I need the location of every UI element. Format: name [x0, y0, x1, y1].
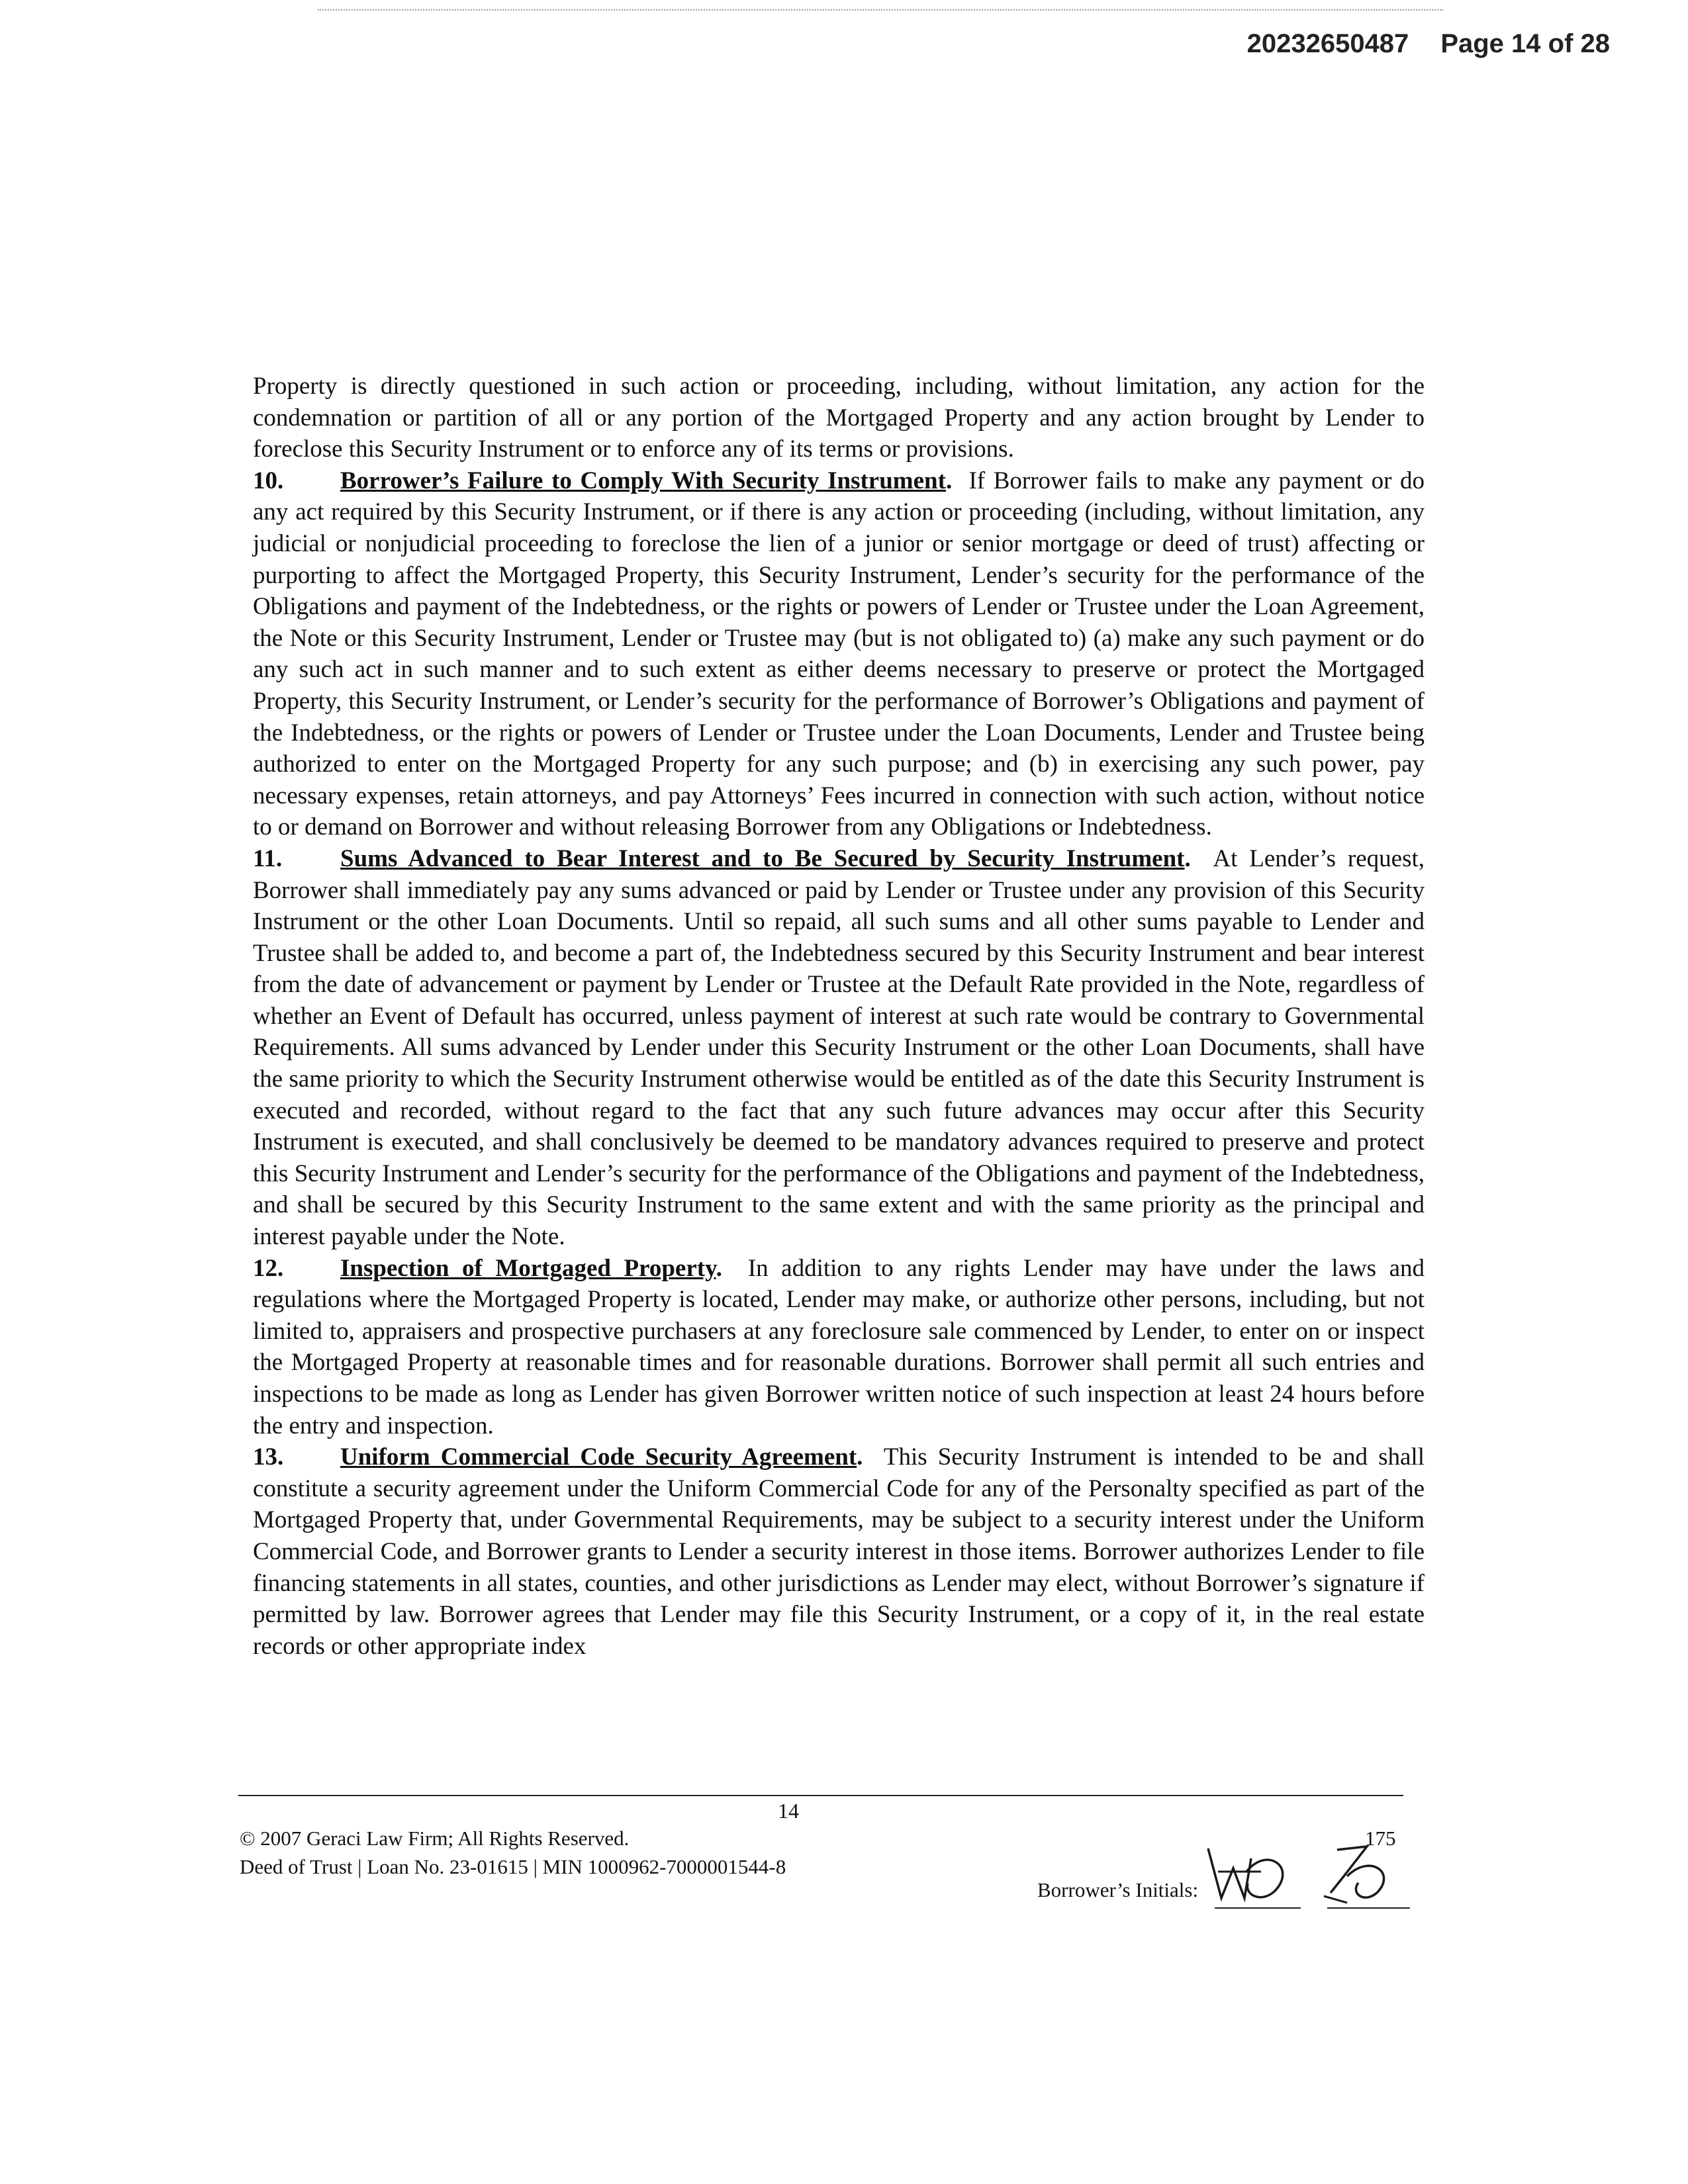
recording-header: [1247, 29, 1610, 59]
section-text: In addition to any rights Lender may have under the laws and regulations where the Mortgaged Property is located, Lender may make, or authorize other persons, including, but not limited to, appraisers and prospective purchasers at any foreclosure sale commenced by Lender, to enter on or inspect the Mortgaged Property at reasonable times and for reasonable durations. Borrower shall permit all such entries and inspections to be made as long as Lender has given Borrower written notice of such inspection at least 24 hours before the entry and inspection.: [253, 1254, 1425, 1439]
section-10: 10. Borrower’s Failure to Comply With Security Instrument. If Borrower fails to make any payment or do any act required by this Security Instrument, or if there is any action or proceeding (including, without limitation, any judicial or nonjudicial proceeding to foreclose the lien of a junior or senior mortgage or deed of trust) affecting or purporting to affect the Mortgaged Property, this Security Instrument, Lender’s security for the performance of the Obligations and payment of the Indebtedness, or the rights or powers of Lender or Trustee under the Loan Agreement, the Note or this Security Instrument, Lender or Trustee may (but is not obligated to) (a) make any such payment or do any such act in such manner and to such extent as either deems necessary to preserve or protect the Mortgaged Property, this Security Instrument, or Lender’s security for the performance of Borrower’s Obligations and payment of the Indebtedness, or the rights or powers of Lender or Trustee under the Loan Documents, Lender and Trustee being authorized to enter on the Mortgaged Property for any such purpose; and (b) in exercising any such power, pay necessary expenses, retain attorneys, and pay Attorneys’ Fees incurred in connection with such action, without notice to or demand on Borrower and without releasing Borrower from any Obligations or Indebtedness.: [253, 465, 1425, 843]
initials-line: [1215, 1907, 1301, 1909]
section-number: 11.: [253, 844, 283, 872]
initials-label: Borrower’s Initials:: [1037, 1878, 1199, 1901]
section-title: Borrower’s Failure to Comply With Security Instrument: [340, 467, 946, 494]
loan-reference: Deed of Trust | Loan No. 23-01615 | MIN 1000962-7000001544-8: [240, 1855, 786, 1878]
footer-divider: [238, 1795, 1403, 1796]
copyright-notice: © 2007 Geraci Law Firm; All Rights Reserved.: [240, 1827, 630, 1850]
recording-number: 20232650487: [1246, 29, 1409, 58]
document-body: [253, 371, 1425, 1662]
section-number: 13.: [253, 1443, 284, 1471]
page-of-label: Page 14 of 28: [1440, 29, 1610, 58]
borrower-initials-mark-2: [1317, 1830, 1410, 1909]
section-12: 12. Inspection of Mortgaged Property. In addition to any rights Lender may have under the laws and regulations where the Mortgaged Property is located, Lender may make, or authorize other persons, including, but not limited to, appraisers and prospective purchasers at any foreclosure sale commenced by Lender, to enter on or inspect the Mortgaged Property at reasonable times and for reasonable durations. Borrower shall permit all such entries and inspections to be made as long as Lender has given Borrower written notice of such inspection at least 24 hours before the entry and inspection.: [253, 1253, 1425, 1442]
section-text: At Lender’s request, Borrower shall immediately pay any sums advanced or paid by Lender or Trustee under any provision of this Security Instrument or the other Loan Documents. Until so repaid, all such sums and all other sums payable to Lender and Trustee shall be added to, and become a part of, the Indebtedness secured by this Security Instrument and bear interest from the date of advancement or payment by Lender or Trustee at the Default Rate provided in the Note, regardless of whether an Event of Default has occurred, unless payment of interest at such rate would be contrary to Governmental Requirements. All sums advanced by Lender under this Security Instrument or the other Loan Documents, shall have the same priority to which the Security Instrument otherwise would be entitled as of the date this Security Instrument is executed and recorded, without regard to the fact that any such future advances may occur after this Security Instrument is executed, and shall conclusively be deemed to be mandatory advances required to preserve and protect this Security Instrument and Lender’s security for the performance of the Obligations and payment of the Indebtedness, and shall be secured by this Security Instrument to the same extent and with the same priority as the principal and interest payable under the Note.: [253, 844, 1425, 1251]
borrower-initials-mark-1: [1182, 1832, 1297, 1911]
section-number: 12.: [253, 1254, 284, 1282]
section-11: 11. Sums Advanced to Bear Interest and to Be Secured by Security Instrument. At Lender’s request, Borrower shall immediately pay any sums advanced or paid by Lender or Trustee under any provision of this Security Instrument or the other Loan Documents. Until so repaid, all such sums and all other sums payable to Lender and Trustee shall be added to, and become a part of, the Indebtedness secured by this Security Instrument and bear interest from the date of advancement or payment by Lender or Trustee at the Default Rate provided in the Note, regardless of whether an Event of Default has occurred, unless payment of interest at such rate would be contrary to Governmental Requirements. All sums advanced by Lender under this Security Instrument or the other Loan Documents, shall have the same priority to which the Security Instrument otherwise would be entitled as of the date this Security Instrument is executed and recorded, without regard to the fact that any such future advances may occur after this Security Instrument is executed, and shall conclusively be deemed to be mandatory advances required to preserve and protect this Security Instrument and Lender’s security for the performance of the Obligations and payment of the Indebtedness, and shall be secured by this Security Instrument to the same extent and with the same priority as the principal and interest payable under the Note.: [253, 843, 1425, 1253]
page-number: 14: [778, 1799, 799, 1823]
scan-artifact-line: [318, 9, 1443, 11]
section-title: Inspection of Mortgaged Property: [340, 1254, 716, 1282]
section-text: If Borrower fails to make any payment or do any act required by this Security Instrument, or if there is any action or proceeding (including, without limitation, any judicial or nonjudicial proceeding to foreclose the lien of a junior or senior mortgage or deed of trust) affecting or purporting to affect the Mortgaged Property, this Security Instrument, Lender’s security for the performance of the Obligations and payment of the Indebtedness, or the rights or powers of Lender or Trustee under the Loan Agreement, the Note or this Security Instrument, Lender or Trustee may (but is not obligated to) (a) make any such payment or do any such act in such manner and to such extent as either deems necessary to preserve or protect the Mortgaged Property, this Security Instrument, or Lender’s security for the performance of Borrower’s Obligations and payment of the Indebtedness, or the rights or powers of Lender or Trustee under the Loan Documents, Lender and Trustee being authorized to enter on the Mortgaged Property for any such purpose; and (b) in exercising any such power, pay necessary expenses, retain attorneys, and pay Attorneys’ Fees incurred in connection with such action, without notice to or demand on Borrower and without releasing Borrower from any Obligations or Indebtedness.: [253, 467, 1425, 841]
section-13: 13. Uniform Commercial Code Security Agreement. This Security Instrument is intended to be and shall constitute a security agreement under the Uniform Commercial Code for any of the Personalty specified as part of the Mortgaged Property that, under Governmental Requirements, may be subject to a security interest under the Uniform Commercial Code, and Borrower grants to Lender a security interest in those items. Borrower authorizes Lender to file financing statements in all states, counties, and other jurisdictions as Lender may elect, without Borrower’s signature if permitted by law. Borrower agrees that Lender may file this Security Instrument, or a copy of it, in the real estate records or other appropriate index: [253, 1441, 1425, 1662]
section-title: Sums Advanced to Bear Interest and to Be Secured by Security Instrument: [340, 844, 1185, 872]
continuation-paragraph: Property is directly questioned in such action or proceeding, including, without limitation, any action for the condemnation or partition of all or any portion of the Mortgaged Property and any action brought by Lender to foreclose this Security Instrument or to enforce any of its terms or provisions.: [253, 373, 1425, 463]
initials-line: [1327, 1907, 1410, 1909]
section-number: 10.: [253, 467, 284, 494]
form-code: 175: [1365, 1827, 1396, 1850]
section-text: This Security Instrument is intended to be and shall constitute a security agreement under the Uniform Commercial Code for any of the Personalty specified as part of the Mortgaged Property that, under Governmental Requirements, may be subject to a security interest under the Uniform Commercial Code, and Borrower grants to Lender a security interest in those items. Borrower authorizes Lender to file financing statements in all states, counties, and other jurisdictions as Lender may elect, without Borrower’s signature if permitted by law. Borrower agrees that Lender may file this Security Instrument, or a copy of it, in the real estate records or other appropriate index: [253, 1443, 1425, 1660]
section-title: Uniform Commercial Code Security Agreement: [340, 1443, 857, 1471]
